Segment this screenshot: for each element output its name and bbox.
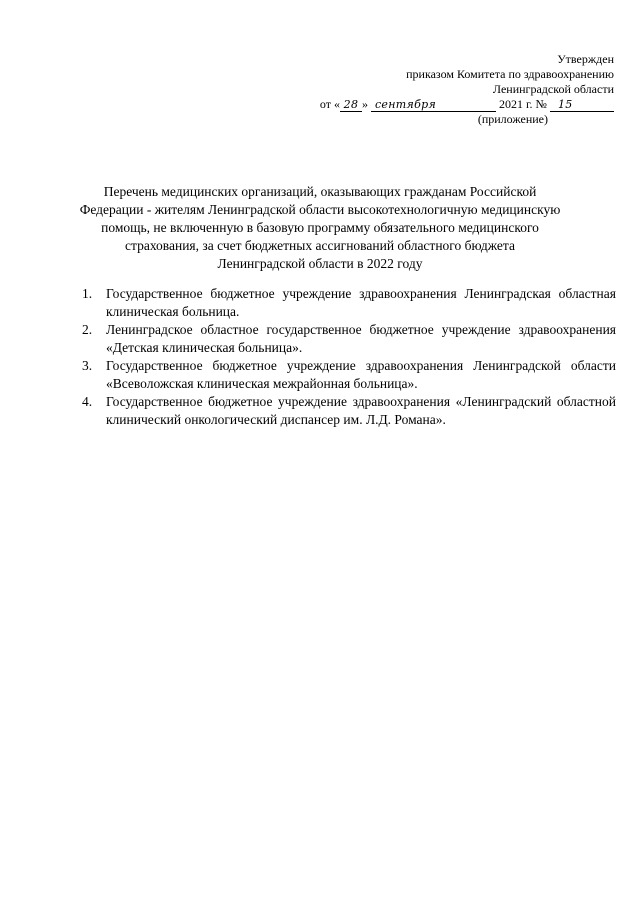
list-item <box>82 393 616 429</box>
list-item-text: Государственное бюджетное учреждение здравоохранения Ленинградская областная клиническая больница. <box>106 286 616 319</box>
approval-heading: Утвержден <box>557 52 614 66</box>
list-item-number: 4. <box>82 394 93 409</box>
approval-date-line <box>284 97 614 112</box>
title-line: Ленинградской области в 2022 году <box>217 256 423 271</box>
title-line: Федерации - жителям Ленинградской области высокотехнологичную медицинскую <box>79 202 561 217</box>
order-number: 15 <box>550 99 614 112</box>
list-item-text: Государственное бюджетное учреждение здравоохранения Ленинградской области «Всеволожская клиническая межрайонная больница». <box>106 358 616 391</box>
title-line: помощь, не включенную в базовую программу обязательного медицинского <box>101 220 539 235</box>
organization-list <box>82 285 616 429</box>
approval-order-line: приказом Комитета по здравоохранению <box>406 67 614 81</box>
list-item-number: 2. <box>82 322 93 337</box>
document-title <box>60 183 580 273</box>
title-line: Перечень медицинских организаций, оказывающих гражданам Российской <box>103 184 537 199</box>
list-item-text: Ленинградское областное государственное бюджетное учреждение здравоохранения «Детская клиническая больница». <box>106 322 616 355</box>
date-quote-close: » <box>361 97 368 111</box>
date-prefix: от « <box>319 97 340 111</box>
list-item-number: 1. <box>82 286 93 301</box>
list-item <box>82 357 616 393</box>
appendix-label: (приложение) <box>477 112 548 126</box>
list-item-text: Государственное бюджетное учреждение здравоохранения «Ленинградский областной клинический онкологический диспансер им. Л.Д. Романа». <box>106 394 616 427</box>
list-item <box>82 285 616 321</box>
approval-block <box>284 52 614 127</box>
date-month: сентября <box>371 99 496 112</box>
list-item-number: 3. <box>82 358 93 373</box>
date-year: 2021 г. № <box>498 97 547 111</box>
date-day: 28 <box>340 99 362 112</box>
approval-region-line: Ленинградской области <box>492 82 614 96</box>
list-item <box>82 321 616 357</box>
title-line: страхования, за счет бюджетных ассигнований областного бюджета <box>125 238 515 253</box>
